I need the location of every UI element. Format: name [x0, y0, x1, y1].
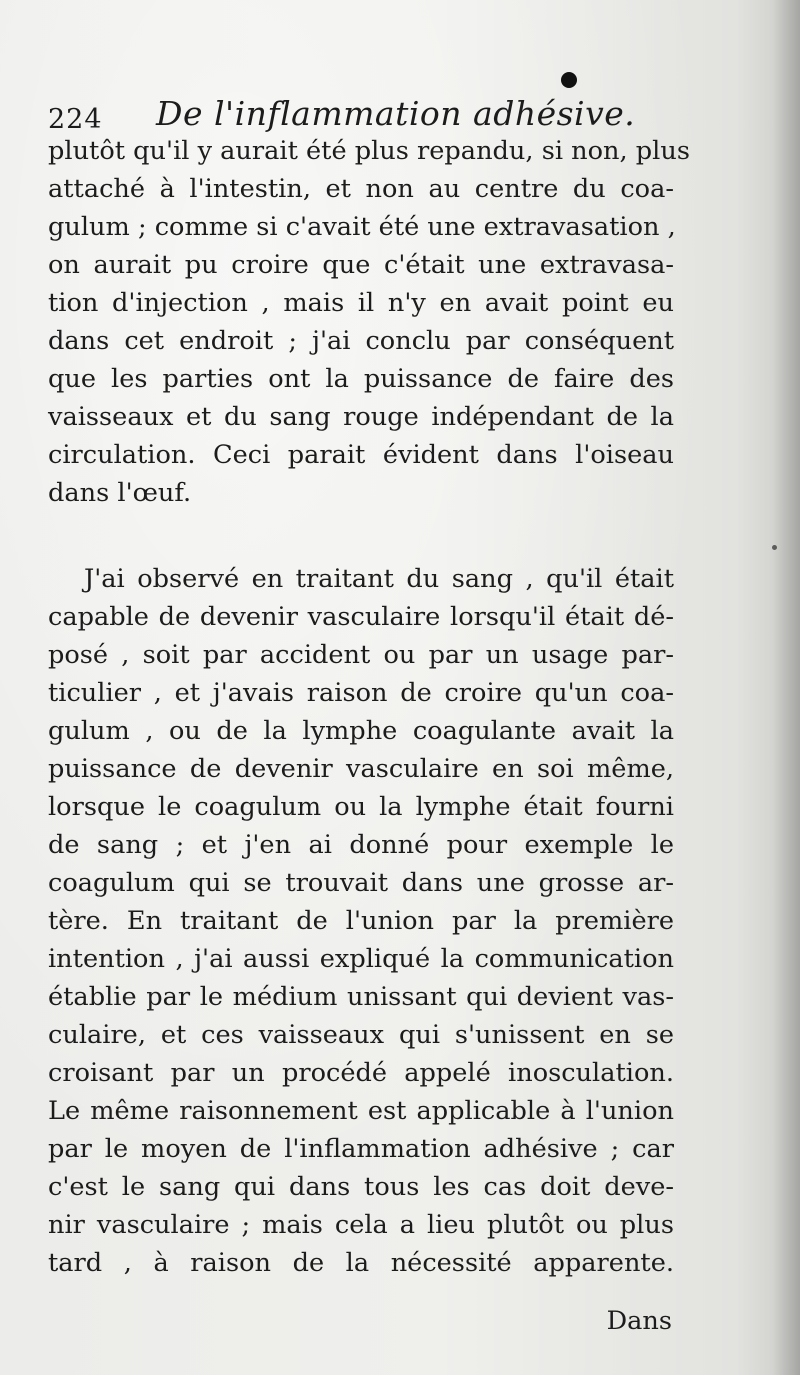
text-line: lorsque le coagulum ou la lymphe était fourni	[48, 792, 674, 822]
text-line: croisant par un procédé appelé inosculation.	[48, 1058, 674, 1088]
text-line: gulum ; comme si c'avait été une extravasation ,	[48, 212, 676, 242]
text-line: par le moyen de l'inflammation adhésive ; car	[48, 1134, 674, 1164]
page-number: 224	[48, 104, 103, 135]
text-line: tion d'injection , mais il n'y en avait point eu	[48, 288, 674, 318]
page-edge-shadow	[772, 0, 800, 1375]
text-line: tère. En traitant de l'union par la première	[48, 906, 674, 936]
text-line: intention , j'ai aussi expliqué la communication	[48, 944, 674, 974]
ink-speck-small	[772, 545, 777, 550]
text-line: coagulum qui se trouvait dans une grosse ar-	[48, 868, 674, 898]
text-line: Le même raisonnement est applicable à l'union	[48, 1096, 674, 1126]
text-line: c'est le sang qui dans tous les cas doit deve-	[48, 1172, 674, 1202]
text-line: nir vasculaire ; mais cela a lieu plutôt ou plus	[48, 1210, 674, 1240]
text-line: tard , à raison de la nécessité apparente.	[48, 1248, 674, 1278]
text-line: établie par le médium unissant qui devient vas-	[48, 982, 674, 1012]
catchword: Dans	[606, 1306, 672, 1336]
paragraph-1	[48, 132, 690, 512]
text-line: ticulier , et j'avais raison de croire qu'un coa-	[48, 678, 674, 708]
text-line: dans cet endroit ; j'ai conclu par conséquent	[48, 326, 674, 356]
running-title: De l'inflammation adhésive.	[156, 94, 636, 133]
text-line: vaisseaux et du sang rouge indépendant de la	[48, 402, 674, 432]
text-line: plutôt qu'il y aurait été plus repandu, si non, plus	[48, 136, 690, 166]
text-line: circulation. Ceci parait évident dans l'oiseau	[48, 440, 674, 470]
text-line: attaché à l'intestin, et non au centre du coa-	[48, 174, 674, 204]
text-line: on aurait pu croire que c'était une extravasa-	[48, 250, 674, 280]
text-line: posé , soit par accident ou par un usage par-	[48, 640, 674, 670]
text-line: capable de devenir vasculaire lorsqu'il était dé-	[48, 602, 674, 632]
text-line: que les parties ont la puissance de faire des	[48, 364, 674, 394]
text-line: de sang ; et j'en ai donné pour exemple le	[48, 830, 674, 860]
ink-speck	[561, 72, 577, 88]
paragraph-2	[48, 560, 674, 1282]
text-line: dans l'œuf.	[48, 478, 192, 508]
text-line: culaire, et ces vaisseaux qui s'unissent en se	[48, 1020, 674, 1050]
text-line: J'ai observé en traitant du sang , qu'il était	[84, 564, 674, 594]
text-line: gulum , ou de la lymphe coagulante avait la	[48, 716, 674, 746]
text-line: puissance de devenir vasculaire en soi même,	[48, 754, 674, 784]
